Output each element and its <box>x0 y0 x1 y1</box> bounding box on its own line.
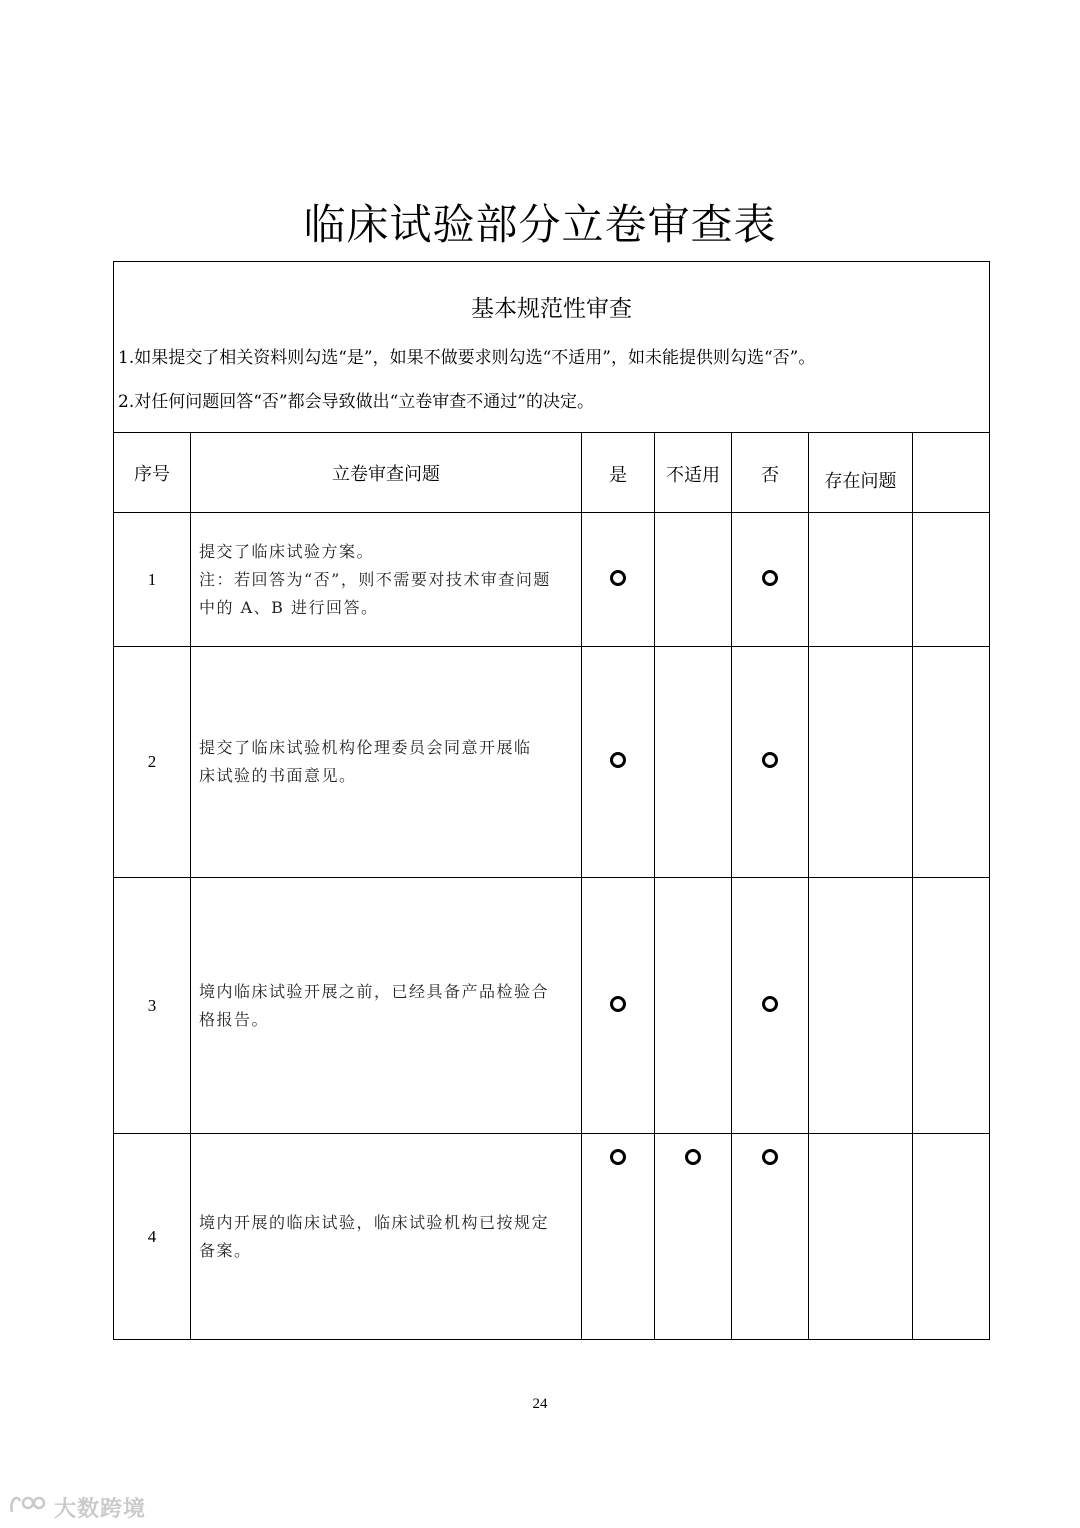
issues-cell[interactable] <box>809 513 913 647</box>
header-na: 不适用 <box>655 433 732 513</box>
issues-cell[interactable] <box>809 647 913 878</box>
blank-cell <box>913 647 990 878</box>
header-yes: 是 <box>582 433 655 513</box>
na-cell[interactable] <box>655 1134 732 1340</box>
section-title: 基本规范性审查 <box>471 296 633 322</box>
header-no-option: 否 <box>732 433 809 513</box>
watermark-logo-icon <box>8 1494 48 1522</box>
na-cell[interactable] <box>655 647 732 878</box>
question-line: 床试验的书面意见。 <box>199 766 357 785</box>
radio-circle-icon[interactable] <box>610 570 626 586</box>
page-title: 临床试验部分立卷审查表 <box>303 200 777 249</box>
issues-cell[interactable] <box>809 1134 913 1340</box>
header-issues: 存在问题 <box>809 433 913 513</box>
question-line: 境内临床试验开展之前，已经具备产品检验合 <box>199 981 550 1001</box>
question-line: 提交了临床试验方案。 <box>199 541 375 561</box>
no-cell[interactable] <box>732 647 809 878</box>
yes-cell[interactable] <box>582 513 655 647</box>
row-question <box>191 1134 582 1340</box>
question-line: 备案。 <box>199 1240 252 1260</box>
row-question <box>191 647 582 878</box>
table-header-row <box>114 433 990 513</box>
table-row <box>114 513 990 647</box>
question-line: 格报告。 <box>199 1009 270 1029</box>
yes-cell[interactable] <box>582 647 655 878</box>
question-line: 提交了临床试验机构伦理委员会同意开展临 <box>199 738 532 757</box>
section-header <box>114 262 990 433</box>
blank-cell <box>913 513 990 647</box>
na-cell[interactable] <box>655 513 732 647</box>
question-line: 境内开展的临床试验，临床试验机构已按规定 <box>199 1212 550 1232</box>
blank-cell <box>913 1134 990 1340</box>
table-row <box>114 647 990 878</box>
yes-cell[interactable] <box>582 1134 655 1340</box>
radio-circle-icon[interactable] <box>610 1149 626 1165</box>
row-question <box>191 878 582 1134</box>
table-row <box>114 1134 990 1340</box>
page-number: 24 <box>532 1396 548 1412</box>
radio-circle-icon[interactable] <box>762 752 778 768</box>
row-number: 1 <box>114 513 191 647</box>
issues-cell[interactable] <box>809 878 913 1134</box>
watermark <box>8 1492 146 1523</box>
table-row <box>114 878 990 1134</box>
radio-circle-icon[interactable] <box>762 996 778 1012</box>
blank-cell <box>913 878 990 1134</box>
na-cell[interactable] <box>655 878 732 1134</box>
no-cell[interactable] <box>732 1134 809 1340</box>
yes-cell[interactable] <box>582 878 655 1134</box>
row-question <box>191 513 582 647</box>
row-number: 3 <box>114 878 191 1134</box>
instruction-1: 1.如果提交了相关资料则勾选“是”，如果不做要求则勾选“不适用”，如未能提供则勾选“否”。 <box>118 348 816 368</box>
no-cell[interactable] <box>732 513 809 647</box>
review-table <box>113 261 990 1340</box>
question-line: 中的 A、B 进行回答。 <box>199 597 379 617</box>
radio-circle-icon[interactable] <box>762 570 778 586</box>
header-blank <box>913 433 990 513</box>
watermark-text: 大数跨境 <box>54 1497 147 1522</box>
row-number: 4 <box>114 1134 191 1340</box>
question-line: 注：若回答为“否”，则不需要对技术审查问题 <box>199 569 551 589</box>
radio-circle-icon[interactable] <box>610 752 626 768</box>
radio-circle-icon[interactable] <box>762 1149 778 1165</box>
radio-circle-icon[interactable] <box>610 996 626 1012</box>
header-question: 立卷审查问题 <box>191 433 582 513</box>
instruction-2: 2.对任何问题回答“否”都会导致做出“立卷审查不通过”的决定。 <box>118 392 594 412</box>
row-number: 2 <box>114 647 191 878</box>
no-cell[interactable] <box>732 878 809 1134</box>
header-no: 序号 <box>114 433 191 513</box>
radio-circle-icon[interactable] <box>685 1149 701 1165</box>
